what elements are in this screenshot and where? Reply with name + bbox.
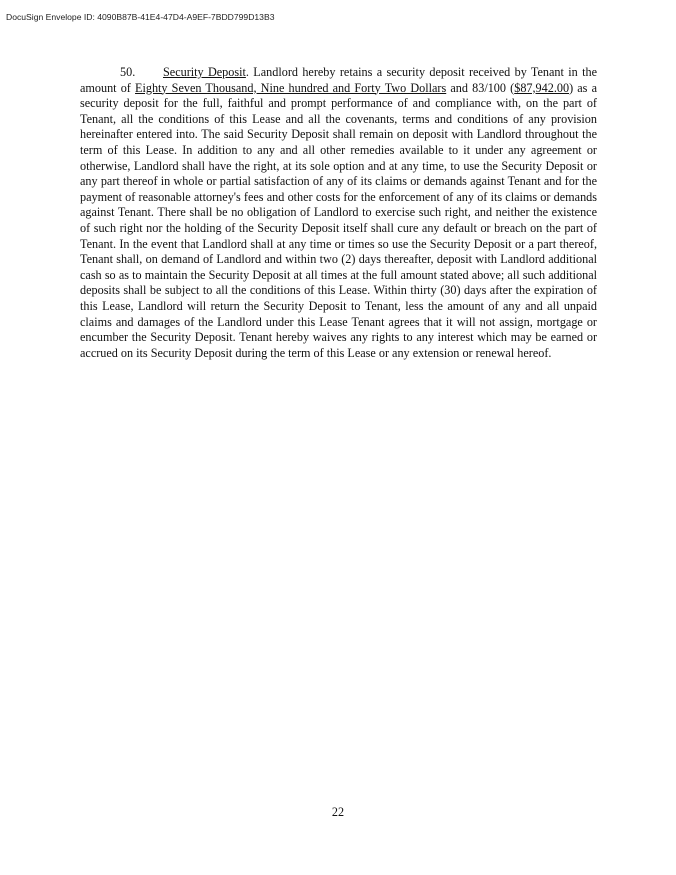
clause-number: 50.	[120, 65, 136, 79]
clause-heading: Security Deposit	[163, 65, 246, 79]
deposit-amount-figure: $87,942.00	[514, 80, 570, 95]
page-number: 22	[331, 805, 345, 819]
docusign-envelope-id: DocuSign Envelope ID: 4090B87B-41E4-47D4-A9EF-7BDD799D13B3	[6, 12, 275, 22]
deposit-amount-words: Eighty Seven Thousand, Nine hundred and Forty Two Dollars	[135, 80, 447, 95]
clause-body-text: ) as a security deposit for the full, faithful and prompt performance of and compliance with, on the part of Tenant, all the conditions of this Lease and all the covenants, terms and conditions of any provision hereinafter entered into. The said Security Deposit shall remain on deposit with Landlord throughout the term of this Lease. In addition to any and all other remedies available to it under any agreement or otherwise, Landlord shall have the right, at its sole option and at any time, to use the Security Deposit or any part thereof in whole or partial satisfaction of any of its claims or demands against Tenant and for the payment of reasonable attorney's fees and other costs for the enforcement of any of its claims or demands against Tenant. There shall be no obligation of Landlord to exercise such right, and neither the existence of such right nor the holding of the Security Deposit itself shall cure any default or breach on the part of Tenant. In the event that Landlord shall at any time or times so use the Security Deposit or a part thereof, Tenant shall, on demand of Landlord and within two (2) days thereafter, deposit with Landlord additional cash so as to maintain the Security Deposit at all times at the full amount stated above; all such additional deposits shall be subject to all the conditions of this Lease. Within thirty (30) days after the expiration of this Lease, Landlord will return the Security Deposit to Tenant, less the amount of any and all unpaid claims and damages of the Landlord under this Lease Tenant agrees that it will not assign, mortgage or encumber the Security Deposit. Tenant hereby waives any rights to any interest which may be earned or accrued on its Security Deposit during the term of this Lease or any extension or renewal hereof.	[80, 80, 597, 360]
deposit-amount-cents: and 83/100 (	[446, 80, 515, 95]
clause-lead-text: . Landlord hereby retains a security deposit received by Tenant in the amount of	[80, 65, 597, 95]
security-deposit-clause	[80, 65, 597, 361]
